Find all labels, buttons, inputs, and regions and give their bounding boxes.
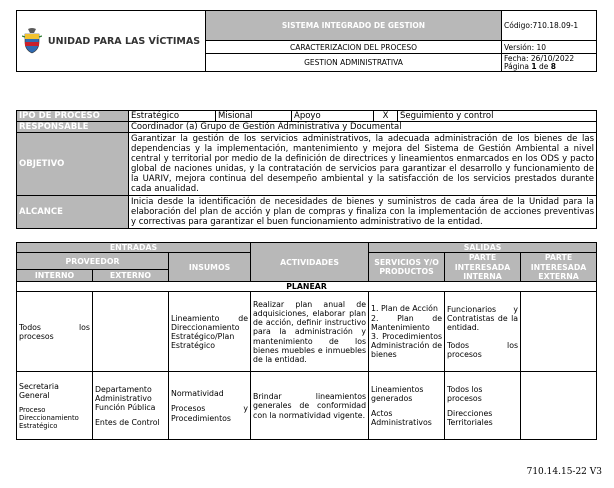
objetivo-label: OBJETIVO [17, 133, 129, 196]
salidas-header: SALIDAS [369, 243, 597, 253]
tipo-mark: X [374, 111, 398, 122]
footer-code: 710.14.15-22 V3 [526, 467, 602, 477]
tipo-misional: Misional [216, 111, 292, 122]
coat-of-arms-icon [22, 28, 42, 54]
row2-actividades: Brindar lineamientos generales de conformidad con la normatividad vigente. [251, 372, 369, 440]
row2-interno: Secretaria General Proceso Direccionamiento Estratégico [17, 372, 93, 440]
insumos-header: INSUMOS [169, 253, 251, 282]
row1-interno: Todos los procesos [17, 292, 93, 372]
servicios-header: SERVICIOS Y/O PRODUCTOS [369, 253, 445, 282]
version-label: Versión: 10 [502, 41, 597, 54]
row2-externa [521, 372, 597, 440]
row1-externo [93, 292, 169, 372]
date-page-cell [502, 54, 597, 72]
row2-insumos: Normatividad Procesos y Procedimientos [169, 372, 251, 440]
logo-cell [17, 11, 206, 72]
row1-actividades: Realizar plan anual de adquisiciones, elaborar plan de acción, definir instructivo para la administración y mantenimiento de los bienes muebles e inmuebles de la entidad. [251, 292, 369, 372]
doc-type: CARACTERIZACION DEL PROCESO [206, 41, 502, 54]
row1-interna: Funcionarios y Contratistas de la entidad. Todos los procesos [445, 292, 521, 372]
row2-servicios: Lineamientos generados Actos Administrativos [369, 372, 445, 440]
document-header [16, 10, 597, 72]
interno-header: INTERNO [17, 270, 93, 282]
process-name: GESTION ADMINISTRATIVA [206, 54, 502, 72]
page-indicator: Página 1 de 8 [504, 61, 556, 71]
alcance-label: ALCANCE [17, 196, 129, 229]
table-row [17, 292, 597, 372]
date-label: Fecha: 26/10/2022 [504, 53, 575, 63]
process-io-table [16, 242, 597, 440]
entradas-header: ENTRADAS [17, 243, 251, 253]
row1-insumos: Lineamiento de Direccionamiento Estratégico/Plan Estratégico [169, 292, 251, 372]
parte-externa-header: PARTE INTERESADA EXTERNA [521, 253, 597, 282]
externo-header: EXTERNO [93, 270, 169, 282]
tipo-seguimiento: Seguimiento y control [398, 111, 597, 122]
proveedor-header: PROVEEDOR [17, 253, 169, 270]
phase-planear: PLANEAR [17, 282, 597, 292]
actividades-header: ACTIVIDADES [251, 243, 369, 282]
process-info-table [16, 110, 597, 229]
tipo-label: IPO DE PROCESO [17, 111, 129, 122]
row2-externo: Departamento Administrativo Función Pública Entes de Control [93, 372, 169, 440]
parte-interna-header: PARTE INTERESADA INTERNA [445, 253, 521, 282]
logo-text: UNIDAD PARA LAS VÍCTIMAS [47, 35, 201, 47]
code-label: Código:710.18.09-1 [502, 11, 597, 41]
row2-interna: Todos los procesos Direcciones Territoriales [445, 372, 521, 440]
system-title: SISTEMA INTEGRADO DE GESTION [206, 11, 502, 41]
responsable-value: Coordinador (a) Grupo de Gestión Administrativa y Documental [129, 122, 597, 133]
tipo-apoyo: Apoyo [292, 111, 374, 122]
row1-externa [521, 292, 597, 372]
responsable-label: RESPONSABLE [17, 122, 129, 133]
objetivo-value: Garantizar la gestión de los servicios administrativos, la adecuada administración de los bienes de las dependencias y la implementación, mantenimiento y mejora del Sistema de Gestión Ambiental a nivel central y territorial por medio de la definición de directrices y lineamientos enmarcados en los ODS y pacto global de naciones unidas, y la contratación de servicios para garantizar el desarrollo y funcionamiento de la UARIV, mejora continua del desempeño ambiental y la satisfacción de los servicios prestados durante cada anualidad. [129, 133, 597, 196]
tipo-estrategico: Estratégico [129, 111, 216, 122]
row1-servicios: 1. Plan de Acción 2. Plan de Mantenimiento 3. Procedimientos Administración de bienes [369, 292, 445, 372]
table-row [17, 372, 597, 440]
alcance-value: Inicia desde la identificación de necesidades de bienes y suministros de cada área de la Unidad para la elaboración del plan de acción y plan de compras y finaliza con la implementación de acciones preventivas y correctivas para garantizar el buen funcionamiento administrativo de la entidad. [129, 196, 597, 229]
